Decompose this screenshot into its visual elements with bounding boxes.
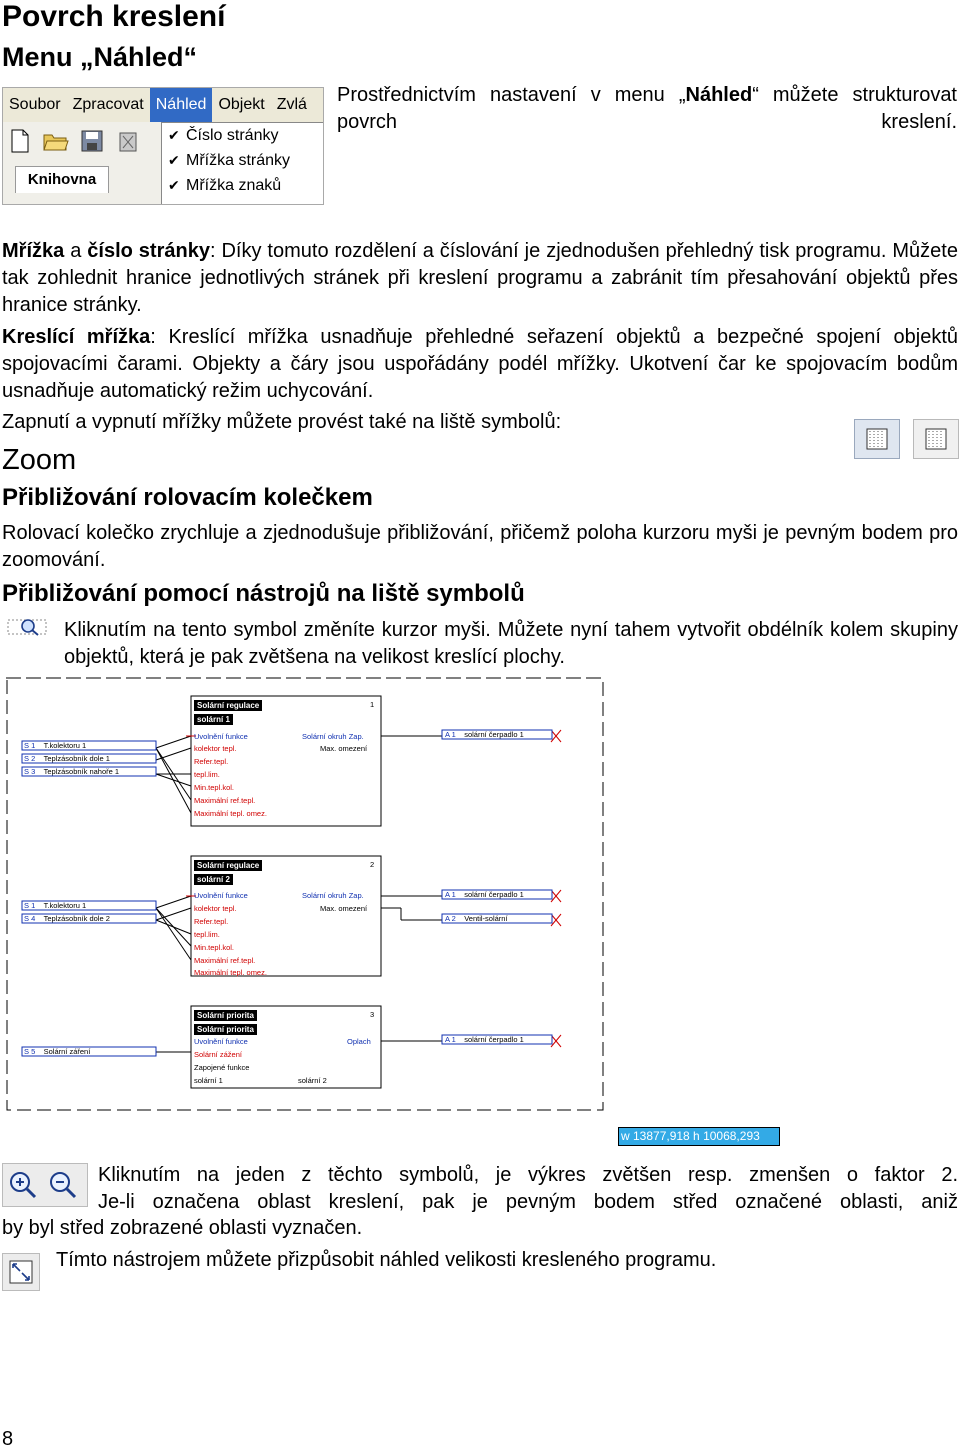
block3-line: Zapojené funkce [194, 1063, 250, 1072]
output-id: A 1 [445, 1035, 456, 1044]
output-label [445, 1035, 524, 1044]
block3-right: Oplach [347, 1037, 371, 1046]
wheel-paragraph: Rolovací kolečko zrychluje a zjednodušuje přibližování, přičemž poloha kurzoru myši je pevným bodem pro zoomování. [2, 522, 958, 571]
intro-paragraph [337, 82, 957, 136]
output-name: solární čerpadlo 1 [464, 1035, 524, 1044]
block2-line: Maximální tepl. omez. [194, 968, 267, 977]
block3-number: 3 [370, 1010, 375, 1019]
block3-line: solární 1 [194, 1076, 223, 1085]
block2-right: Solární okruh Zap. [302, 891, 364, 900]
zoom-rectangle-button[interactable] [6, 614, 50, 636]
block1-right: Solární okruh Zap. [302, 732, 364, 741]
block3-subtitle: Solární priorita [194, 1024, 257, 1035]
zoom-rectangle-icon [6, 614, 50, 636]
output-name: solární čerpadlo 1 [464, 730, 524, 739]
grid-icon [866, 428, 888, 450]
block1-line: tepl.lim. [194, 770, 220, 779]
intro-text: Prostřednictvím nastavení v menu „ [337, 84, 686, 106]
para1-text: : Díky tomuto rozdělení a číslování je zjednodušen přehledný tisk programu. Můžete tak zohlednit hranice jednotlivých stránek při kreslení programu a zabránit tím přesahování objektů přes hranice stránky. [2, 240, 958, 316]
dropdown-label: Mřížka stránky [186, 151, 291, 169]
output-name: solární čerpadlo 1 [464, 890, 524, 899]
input-label [24, 1047, 90, 1056]
menu-zpracovat[interactable]: Zpracovat [72, 96, 144, 113]
input-name: Solární záření [43, 1047, 91, 1056]
block2-right: Max. omezení [320, 904, 368, 913]
tools-heading: Přibližování pomocí nástrojů na liště symbolů [2, 580, 525, 607]
knihovna-tab[interactable]: Knihovna [15, 166, 109, 193]
block2-subtitle: solární 2 [194, 874, 233, 885]
block3-line: Uvolnění funkce [194, 1037, 248, 1046]
output-id: A 2 [445, 914, 456, 923]
dropdown-label: Číslo stránky [186, 126, 279, 144]
block1-subtitle: solární 1 [194, 714, 233, 725]
block1-line: kolektor tepl. [194, 744, 237, 753]
menu-objekt[interactable]: Objekt [218, 96, 265, 113]
menu-screenshot [2, 87, 324, 205]
block1-line: Min.tepl.kol. [194, 783, 235, 792]
block1-right: Max. omezení [320, 744, 368, 753]
input-id: S 1 [24, 741, 36, 750]
zoom-out-button[interactable] [47, 1170, 81, 1200]
zoom-paragraph-line1: Kliknutím na jeden z těchto symbolů, je výkres zvětšen resp. zmenšen o faktor 2. [98, 1164, 958, 1186]
check-icon: ✔ [168, 152, 180, 168]
check-icon: ✔ [168, 127, 180, 143]
input-id: S 2 [24, 754, 36, 763]
block1-number: 1 [370, 700, 375, 709]
grid-toggle-paragraph: Zapnutí a vypnutí mřížky můžete provést také na liště symbolů: [2, 411, 562, 433]
block2-line: Refer.tepl. [194, 917, 229, 926]
open-folder-icon[interactable] [43, 128, 69, 154]
tools-paragraph: Kliknutím na tento symbol změníte kurzor myši. Můžete nyní tahem vytvořit obdélník kolem skupiny objektů, která je pak zvětšena na velikost kreslící plochy. [64, 619, 958, 668]
para1-bold-pagenum: číslo stránky [87, 240, 210, 262]
page-number: 8 [2, 1428, 14, 1450]
block1-line: Maximální ref.tepl. [194, 796, 256, 805]
input-label [24, 754, 110, 763]
fit-view-button[interactable] [2, 1253, 40, 1291]
para1-connector: a [64, 240, 88, 262]
dropdown-item-mrizka-stranky[interactable] [162, 148, 324, 173]
input-label [24, 741, 86, 750]
menu-zvlastni[interactable]: Zvlá [276, 96, 307, 113]
block1-title: Solární regulace [194, 700, 262, 711]
block2-number: 2 [370, 860, 375, 869]
drawing-grid-paragraph [2, 324, 958, 405]
zoom-in-button[interactable] [7, 1170, 41, 1200]
toolbar [7, 128, 157, 158]
block3-line: Solární zážení [194, 1050, 242, 1059]
para1-bold-grid: Mřížka [2, 240, 65, 262]
zoom-paragraph-line3: by byl střed zobrazené oblasti vyznačen. [2, 1217, 363, 1239]
block1-line: Maximální tepl. omez. [194, 809, 267, 818]
grid-toggle-button-1[interactable] [854, 419, 900, 459]
dropdown-item-mrizka-znaku[interactable] [162, 173, 324, 198]
output-name: Ventil-solární [464, 914, 508, 923]
block2-line: Min.tepl.kol. [194, 943, 235, 952]
zoom-out-icon [47, 1170, 81, 1200]
block1-line: Uvolnění funkce [194, 732, 248, 741]
input-id: S 4 [24, 914, 36, 923]
output-label [445, 890, 524, 899]
fit-view-icon [3, 1254, 39, 1290]
schema-diagram [6, 676, 606, 1112]
input-label [24, 914, 110, 923]
output-id: A 1 [445, 890, 456, 899]
block2-line: Maximální ref.tepl. [194, 956, 256, 965]
size-readout: w 13877,918 h 10068,293 [618, 1127, 780, 1146]
input-name: Teplzásobník dole 2 [43, 914, 110, 923]
nahled-dropdown [161, 122, 324, 205]
input-name: T.kolektoru 1 [43, 901, 87, 910]
para2-text: : Kreslící mřížka usnadňuje přehledné seřazení objektů a bezpečné spojení objektů spojovacími čarami. Objekty a čáry jsou uspořádány podél mřížky. Ukotvení čar ke spojovacím bodům usnadňuje automatický režim uchycování. [2, 326, 958, 402]
page-title: Povrch kreslení [2, 0, 226, 33]
wheel-heading: Přibližování rolovacím kolečkem [2, 484, 373, 511]
block2-title: Solární regulace [194, 860, 262, 871]
input-name: Teplzásobník dole 1 [43, 754, 110, 763]
block2-line: kolektor tepl. [194, 904, 237, 913]
input-id: S 1 [24, 901, 36, 910]
grid-toggle-button-2[interactable] [913, 419, 959, 459]
menu-nahled[interactable]: Náhled [150, 88, 213, 122]
zoom-paragraph-line2: Je-li označena oblast kreslení, pak je pevným bodem střed označené oblasti, aniž [98, 1191, 958, 1213]
input-name: T.kolektoru 1 [43, 741, 87, 750]
input-id: S 3 [24, 767, 36, 776]
input-label [24, 767, 119, 776]
fit-paragraph: Tímto nástrojem můžete přizpůsobit náhled velikosti kresleného programu. [56, 1249, 717, 1271]
block1-line: Refer.tepl. [194, 757, 229, 766]
output-label [445, 730, 524, 739]
menu-bar [3, 88, 323, 122]
delete-icon[interactable] [115, 128, 141, 154]
grid-page-paragraph [2, 238, 958, 319]
zoom-buttons [2, 1163, 88, 1207]
block2-line: Uvolnění funkce [194, 891, 248, 900]
para2-bold: Kreslící mřížka [2, 326, 151, 348]
input-name: Teplzásobník nahoře 1 [43, 767, 120, 776]
zoom-heading: Zoom [2, 444, 77, 476]
zoom-in-icon [7, 1170, 41, 1200]
new-file-icon[interactable] [7, 128, 33, 154]
dropdown-label: Mřížka znaků [186, 176, 282, 194]
block2-line: tepl.lim. [194, 930, 220, 939]
section-menu-heading: Menu „Náhled“ [2, 42, 198, 72]
input-label [24, 901, 86, 910]
output-label [445, 914, 508, 923]
block3-title: Solární priorita [194, 1010, 257, 1021]
check-icon: ✔ [168, 177, 180, 193]
grid-icon [925, 428, 947, 450]
block3-extra: solární 2 [298, 1076, 327, 1085]
input-id: S 5 [24, 1047, 36, 1056]
intro-text-end: “ můžete strukturovat povrch kreslení. [337, 84, 957, 133]
intro-bold: Náhled [685, 84, 753, 106]
output-id: A 1 [445, 730, 456, 739]
save-icon[interactable] [79, 128, 105, 154]
dropdown-item-cislo-stranky[interactable] [162, 123, 324, 148]
menu-soubor[interactable]: Soubor [9, 96, 61, 113]
